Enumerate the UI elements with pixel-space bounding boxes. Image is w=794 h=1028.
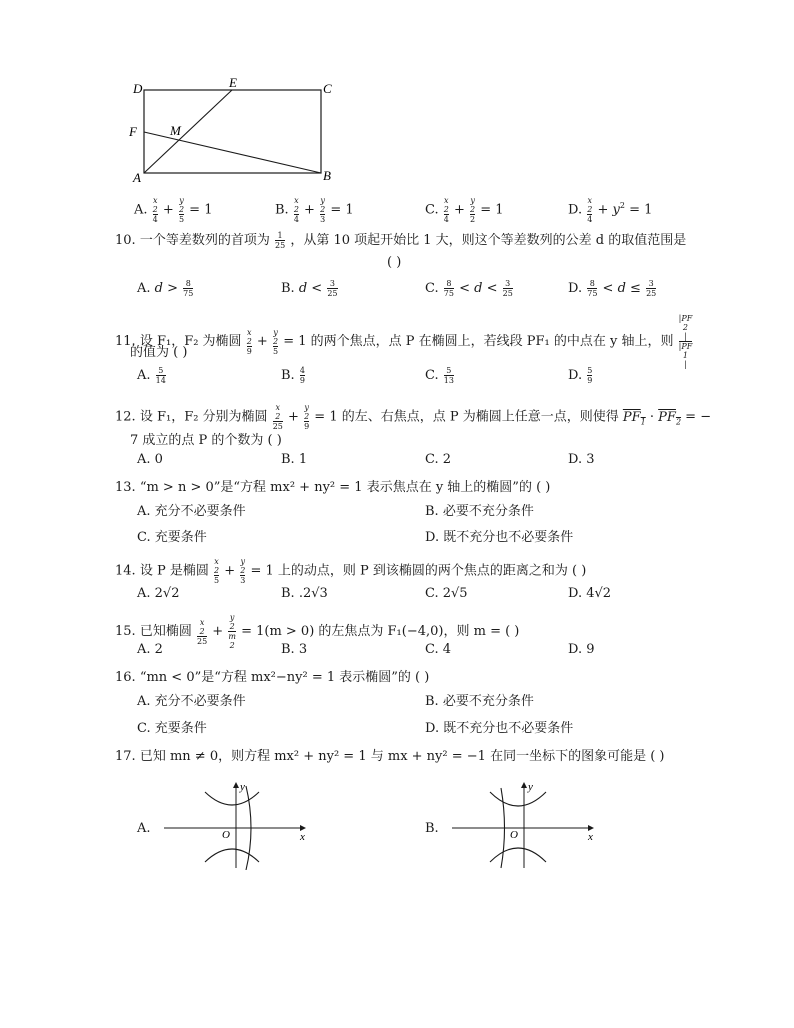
q15-option-b[interactable]: B. 3 — [281, 642, 308, 657]
point-label-c: C — [323, 81, 332, 96]
q16-option-a[interactable]: A. 充分不必要条件 — [137, 694, 246, 709]
point-label-m: M — [170, 123, 181, 138]
q12-option-b[interactable]: B. 1 — [281, 452, 308, 467]
q9-option-c[interactable]: C. x 2 4 + y 2 2 = 1 — [425, 196, 504, 224]
q13-option-b[interactable]: B. 必要不充分条件 — [425, 504, 534, 519]
question-16: 16. “mn < 0”是“方程 mx²−ny² = 1 表示椭圆”的 ( ) — [115, 670, 430, 685]
q14-option-a[interactable]: A. 2√2 — [137, 586, 180, 601]
question-13: 13. “m > n > 0”是“方程 mx² + ny² = 1 表示焦点在 y 轴上的椭圆”的 ( ) — [115, 480, 551, 495]
question-17: 17. 已知 mn ≠ 0，则方程 mx² + ny² = 1 与 mx + ny² = −1 在同一坐标下的图象可能是 ( ) — [115, 749, 665, 764]
q9-option-d[interactable]: D. x 2 4 + $y^2 = 1$ — [568, 196, 653, 224]
question-14: 14. 设 P 是椭圆 x 2 5 + y 2 3 = 1 上的动点，则 P 到该椭圆的两个焦点的距离之和为 ( ) — [115, 557, 587, 585]
q17-graph-a[interactable] — [160, 778, 310, 870]
point-label-b: B — [323, 168, 331, 183]
option-letter: C. — [425, 202, 439, 218]
fraction: $\frac{1}{25}$ — [274, 231, 286, 250]
q12-option-c[interactable]: C. 2 — [425, 452, 452, 467]
q15-option-a[interactable]: A. 2 — [137, 642, 163, 657]
svg-text:x: x — [588, 831, 593, 843]
q14-option-d[interactable]: D. 4√2 — [568, 586, 612, 601]
option-letter: A. — [134, 202, 148, 218]
answer-paren: ( ) — [387, 255, 402, 270]
point-label-f: F — [129, 124, 137, 139]
question-11-line2: 的值为 ( ) — [130, 345, 188, 360]
point-label-a: A — [133, 170, 141, 185]
svg-text:y: y — [240, 781, 245, 793]
q10-option-a[interactable]: A. d > $\frac{8}{75}$ — [137, 279, 194, 298]
point-label-e: E — [229, 76, 237, 90]
svg-text:y: y — [528, 781, 533, 793]
rectangle-figure — [125, 76, 340, 186]
q16-option-b[interactable]: B. 必要不充分条件 — [425, 694, 534, 709]
q13-option-c[interactable]: C. 充要条件 — [137, 530, 207, 545]
q17-option-b-label[interactable]: B. — [425, 821, 439, 836]
q17-graph-b[interactable] — [448, 778, 598, 870]
question-12: 12. 设 F₁，F₂ 分别为椭圆 x 2 25 + y 2 9 = 1 的左、右焦点，点 P 为椭圆上任意一点，则使得 $PF_1 \cdot PF_2$ = − — [115, 403, 712, 431]
question-11: 11. 设 F₁，F₂ 为椭圆 x 2 9 + y 2 5 = 1 的两个焦点，点 P 在椭圆上，若线段 PF₁ 的中点在 y 轴上，则 |PF 2 | |PF 1 | — [115, 314, 693, 369]
q11-option-c[interactable]: C. $\frac{5}{13}$ — [425, 366, 454, 385]
q11-option-d[interactable]: D. $\frac{5}{9}$ — [568, 366, 593, 385]
q15-option-d[interactable]: D. 9 — [568, 642, 595, 657]
q9-option-a[interactable]: A. x 2 4 + y 2 5 = 1 — [134, 196, 213, 224]
q13-option-a[interactable]: A. 充分不必要条件 — [137, 504, 246, 519]
point-label-d: D — [133, 81, 143, 96]
svg-text:O: O — [510, 829, 518, 841]
option-letter: D. — [568, 202, 583, 218]
q10-option-d[interactable]: D. $\frac{8}{75}$ < d ≤ $\frac{3}{25}$ — [568, 279, 657, 298]
q17-option-a-label[interactable]: A. — [137, 821, 151, 836]
q16-option-d[interactable]: D. 既不充分也不必要条件 — [425, 721, 574, 736]
question-12-line2: 7 成立的点 P 的个数为 ( ) — [130, 433, 282, 448]
q9-option-b[interactable]: B. x 2 4 + y 2 3 = 1 — [275, 196, 354, 224]
question-10 — [115, 229, 686, 250]
q14-option-c[interactable]: C. 2√5 — [425, 586, 468, 601]
q10-option-c[interactable]: C. $\frac{8}{75}$ < d < $\frac{3}{25}$ — [425, 279, 513, 298]
q10-option-b[interactable]: B. d < $\frac{3}{25}$ — [281, 279, 338, 298]
option-letter: B. — [275, 202, 289, 218]
q11-option-a[interactable]: A. $\frac{5}{14}$ — [137, 366, 166, 385]
svg-text:x: x — [300, 831, 305, 843]
q16-option-c[interactable]: C. 充要条件 — [137, 721, 207, 736]
q12-option-a[interactable]: A. 0 — [137, 452, 163, 467]
q14-option-b[interactable]: B. .2√3 — [281, 586, 328, 601]
q11-option-b[interactable]: B. $\frac{4}{9}$ — [281, 366, 305, 385]
q15-option-c[interactable]: C. 4 — [425, 642, 452, 657]
question-15: 15. 已知椭圆 x 2 25 + y 2 m 2 = 1(m > 0) 的左焦点为 F₁(−4,0)，则 m = ( ) — [115, 613, 520, 650]
q12-option-d[interactable]: D. 3 — [568, 452, 595, 467]
svg-text:O: O — [222, 829, 230, 841]
question-text: ，从第 10 项起开始比 1 大，则这个等差数列的公差 d 的取值范围是 — [290, 233, 687, 248]
q13-option-d[interactable]: D. 既不充分也不必要条件 — [425, 530, 574, 545]
question-number: 10. — [115, 233, 136, 248]
question-text: 一个等差数列的首项为 — [139, 233, 270, 248]
